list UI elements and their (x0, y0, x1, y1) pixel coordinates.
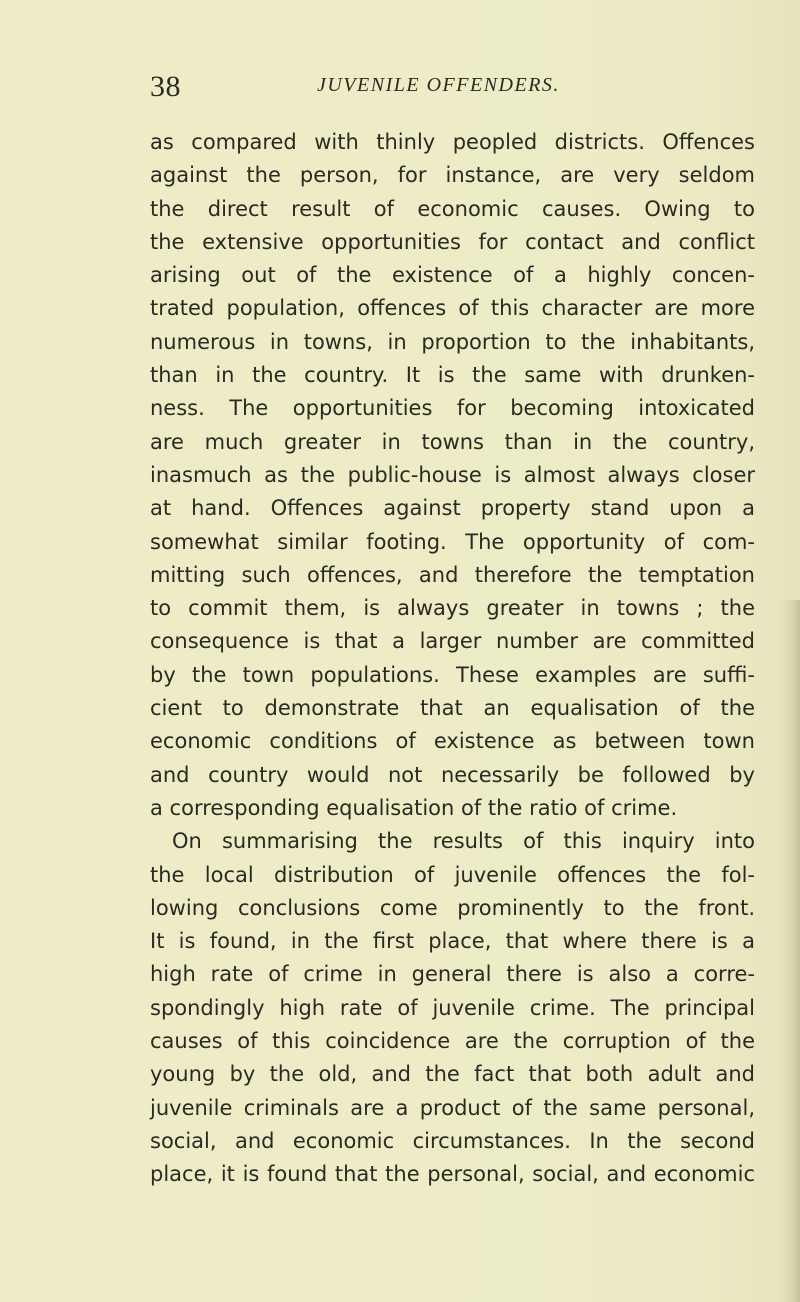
text-line: place, it is found that the personal, social, and economic (150, 1162, 755, 1187)
text-line: economic conditions of existence as between town (150, 729, 755, 754)
text-line: a corresponding equalisation of the ratio of crime. (150, 795, 678, 820)
text-line: against the person, for instance, are very seldom (150, 163, 755, 188)
text-line: by the town populations. These examples are suffi- (150, 662, 755, 687)
text-line: lowing conclusions come prominently to the front. (150, 895, 755, 920)
running-title: JUVENILE OFFENDERS. (317, 74, 560, 96)
text-line: young by the old, and the fact that both adult and (150, 1062, 755, 1087)
text-line: ness. The opportunities for becoming intoxicated (150, 396, 755, 421)
text-line: and country would not necessarily be followed by (150, 762, 755, 787)
text-line: than in the country. It is the same with drunken- (150, 363, 755, 388)
page-header (150, 70, 790, 110)
text-line: somewhat similar footing. The opportunity of com- (150, 529, 755, 554)
page-edge-shadow (778, 600, 800, 1302)
text-line: inasmuch as the public-house is almost always closer (150, 462, 755, 487)
text-line: high rate of crime in general there is also a corre- (150, 962, 755, 987)
text-line: spondingly high rate of juvenile crime. The principal (150, 995, 755, 1020)
text-line: numerous in towns, in proportion to the inhabitants, (150, 329, 755, 354)
text-line: consequence is that a larger number are committed (150, 629, 755, 654)
text-line: mitting such offences, and therefore the temptation (150, 562, 755, 587)
text-line: It is found, in the first place, that where there is a (150, 929, 755, 954)
text-line: the local distribution of juvenile offences the fol- (150, 862, 755, 887)
text-line: trated population, offences of this character are more (150, 296, 755, 321)
text-line: causes of this coincidence are the corruption of the (150, 1029, 755, 1054)
text-line: the extensive opportunities for contact and conflict (150, 229, 755, 254)
text-line: the direct result of economic causes. Owing to (150, 196, 755, 221)
text-line: to commit them, is always greater in towns ; the (150, 596, 755, 621)
text-line: as compared with thinly peopled districts. Offences (150, 130, 755, 154)
text-line: social, and economic circumstances. In the second (150, 1128, 755, 1153)
text-line: juvenile criminals are a product of the same personal, (150, 1095, 755, 1120)
body-text (150, 126, 755, 1192)
page-number: 38 (150, 70, 181, 103)
text-line-paragraph-start: On summarising the results of this inquiry into (172, 829, 755, 854)
text-line: at hand. Offences against property stand upon a (150, 496, 755, 521)
text-line: arising out of the existence of a highly concen- (150, 263, 755, 288)
text-line: cient to demonstrate that an equalisation of the (150, 696, 755, 721)
text-line: are much greater in towns than in the country, (150, 429, 755, 454)
